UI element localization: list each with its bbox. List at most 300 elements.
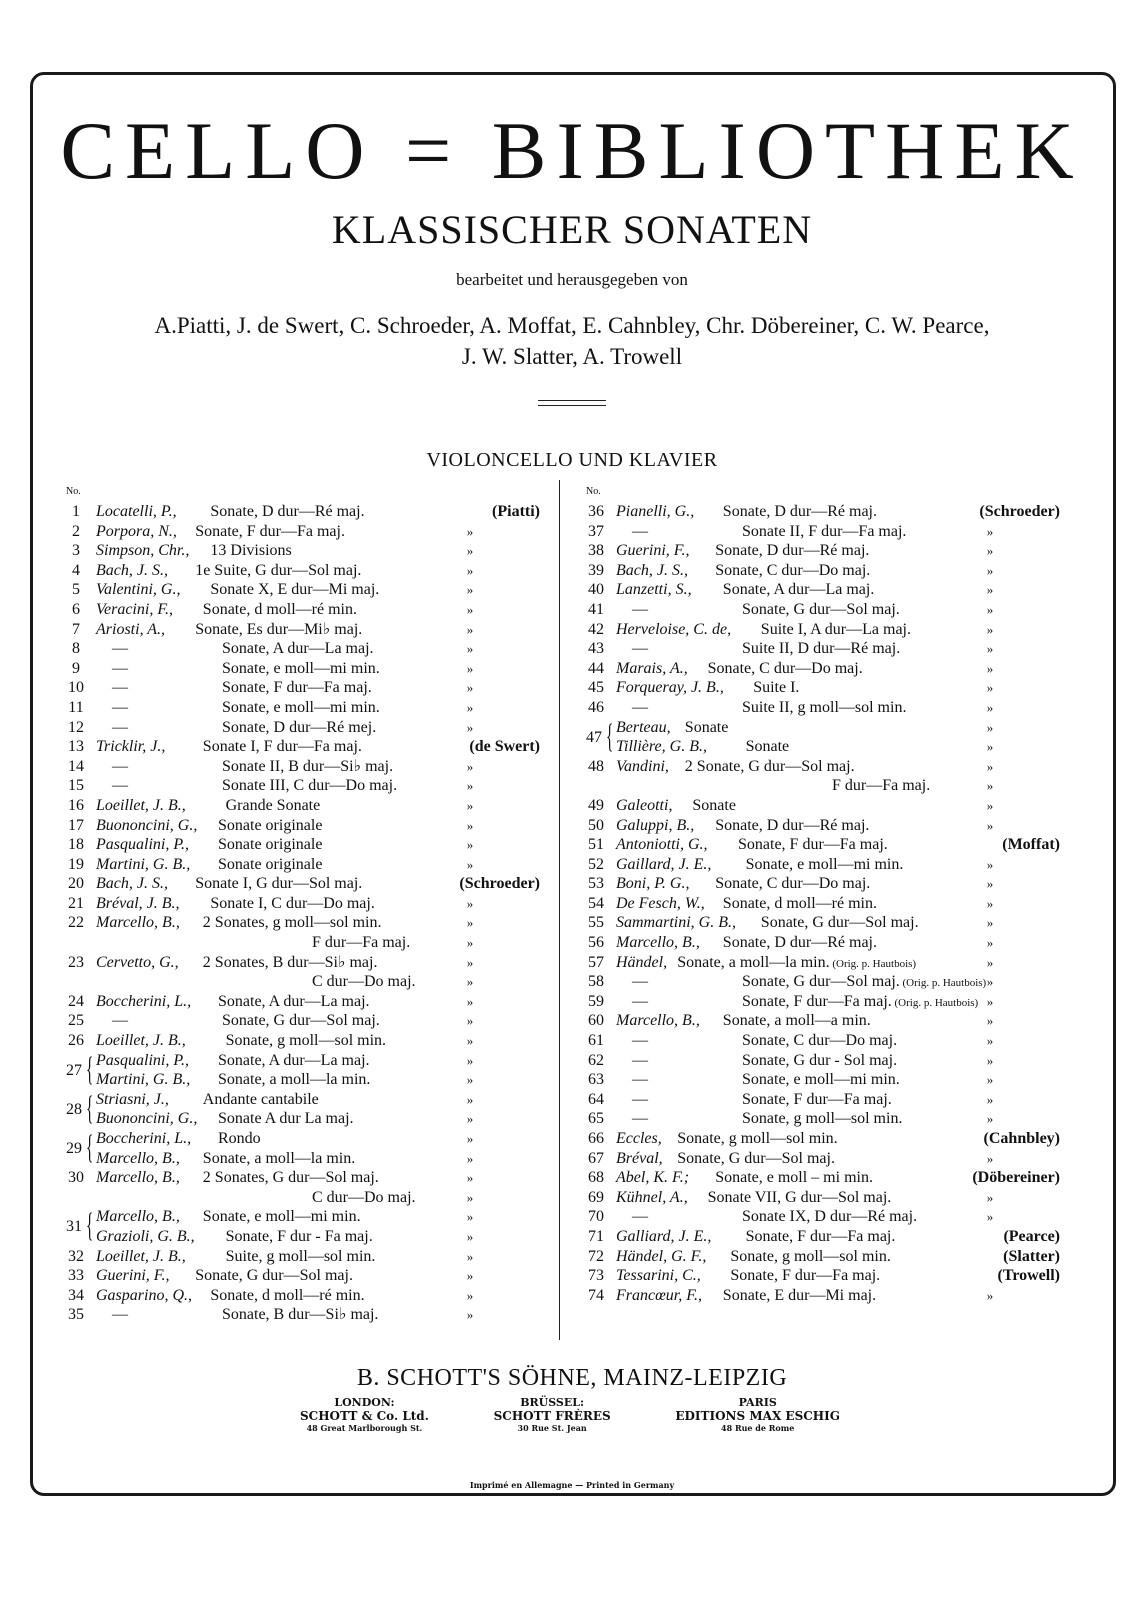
- work-title: Sonate I, F dur—Fa maj.: [202, 738, 362, 756]
- ditto-mark: »: [466, 895, 474, 911]
- editor-name: (Pearce): [1003, 1227, 1060, 1245]
- composer-name: Herveloise, C. de,: [616, 620, 732, 638]
- ditto-mark: »: [986, 993, 994, 1009]
- brace-icon: {: [86, 1129, 94, 1166]
- work-title: Sonate, E dur—Mi maj.: [722, 1286, 877, 1304]
- entry-number: 47: [586, 728, 602, 746]
- ditto-mark: »: [466, 1131, 474, 1146]
- catalog-entry: [62, 620, 540, 640]
- ditto-mark: »: [986, 876, 994, 892]
- catalog-entry: [62, 1109, 540, 1129]
- composer-name: Marcello, B.,: [616, 934, 700, 952]
- ditto-mark: »: [466, 1228, 474, 1244]
- catalog-entry: [62, 1286, 540, 1306]
- ditto-mark: »: [986, 1052, 994, 1068]
- catalog-entry: [582, 1207, 1060, 1227]
- work-title: Sonate, g moll—sol min.: [742, 1110, 903, 1128]
- composer-name: Händel, G. F.,: [616, 1247, 707, 1265]
- composer-name: Bach, J. S.,: [96, 875, 168, 893]
- ditto-mark: »: [466, 1033, 474, 1049]
- catalog-entry: [582, 580, 1060, 600]
- catalog-entry: [62, 698, 540, 718]
- ditto-mark: »: [986, 1091, 994, 1107]
- entry-number: 67: [588, 1149, 604, 1167]
- composer-name: Locatelli, P.,: [96, 503, 177, 520]
- entry-number: 23: [68, 953, 84, 971]
- entry-number: 7: [72, 620, 80, 638]
- catalog-entry: [62, 561, 540, 581]
- composer-name: —: [632, 698, 648, 716]
- publisher-branches: [300, 1396, 840, 1433]
- work-title: Sonate, e moll—mi min.: [222, 659, 380, 677]
- catalog-entry: [582, 1227, 1060, 1247]
- catalog-entry: [582, 913, 1060, 933]
- composer-name: Buononcini, G.,: [96, 1110, 198, 1128]
- original-instrument-note: (Orig. p. Hautbois): [899, 977, 987, 990]
- work-title: Sonate, F dur—Fa maj.: [195, 522, 345, 540]
- entry-number: 28: [66, 1100, 82, 1118]
- ditto-mark: »: [986, 543, 994, 559]
- branch-firm: SCHOTT & Co. Ltd.: [300, 1409, 429, 1423]
- composer-name: Pasqualini, P.,: [96, 836, 190, 854]
- ditto-mark: »: [466, 1209, 474, 1225]
- work-title: Sonate, D dur—Ré maj.: [210, 503, 365, 520]
- composer-name: Buononcini, G.,: [96, 816, 198, 834]
- editor-name: (Cahnbley): [983, 1130, 1060, 1147]
- work-title: Sonate, d moll—ré min.: [722, 894, 877, 912]
- ditto-mark: »: [466, 935, 474, 951]
- work-title: Sonate, F dur—Fa maj.: [738, 836, 888, 854]
- entry-number: 6: [72, 600, 80, 618]
- work-title: Rondo: [218, 1130, 261, 1147]
- catalog-entry: [62, 855, 540, 875]
- composer-name: Eccles,: [616, 1130, 662, 1147]
- entry-number: 34: [68, 1286, 84, 1304]
- entry-number: 48: [588, 757, 604, 775]
- entry-number: 21: [68, 894, 84, 912]
- work-title: Sonate, e moll—mi min.: [202, 1208, 361, 1226]
- printed-in-note: Imprimé en Allemagne — Printed in Germany: [469, 1480, 675, 1490]
- section-heading: VIOLONCELLO UND KLAVIER: [426, 449, 718, 471]
- ditto-mark: »: [466, 993, 474, 1009]
- work-title: Sonate, F dur—Fa maj.: [222, 679, 372, 697]
- composer-name: Striasni, J.,: [96, 1090, 169, 1108]
- entry-number: 46: [588, 698, 604, 716]
- entry-number: 20: [68, 875, 84, 893]
- composer-name: —: [112, 659, 128, 677]
- work-title: 1e Suite, G dur—Sol maj.: [195, 561, 362, 579]
- composer-name: Marcello, B.,: [96, 1208, 180, 1226]
- work-title: Sonate: [745, 738, 790, 756]
- branch-city: PARIS: [738, 1396, 777, 1409]
- entry-number: 4: [72, 561, 80, 579]
- catalog-entry: [582, 855, 1060, 875]
- composer-name: Galuppi, B.,: [616, 816, 695, 834]
- entry-number: 55: [588, 914, 604, 932]
- composer-name: Vandini,: [616, 757, 669, 775]
- composer-name: Antoniotti, G.,: [616, 836, 708, 854]
- composer-name: Martini, G. B.,: [96, 1071, 191, 1089]
- work-title: Suite II, D dur—Ré maj.: [742, 640, 901, 658]
- work-title: Sonate, G dur—Sol maj.: [742, 600, 900, 618]
- catalog-entry: [62, 678, 540, 698]
- entry-number: 37: [588, 522, 604, 540]
- ditto-mark: »: [466, 1248, 474, 1264]
- composer-name: —: [632, 522, 648, 540]
- work-title: Sonate, C dur—Do maj.: [715, 561, 871, 579]
- entry-number: 32: [68, 1247, 84, 1265]
- work-title: Sonate VII, G dur—Sol maj.: [707, 1188, 892, 1206]
- catalog-entry: [582, 639, 1060, 659]
- catalog-entry: [582, 1149, 1060, 1169]
- catalog-entry: [582, 1188, 1060, 1208]
- catalog-entry: [582, 659, 1060, 679]
- ditto-mark: »: [466, 1052, 474, 1068]
- entry-number: 72: [588, 1247, 604, 1265]
- ditto-mark: »: [986, 641, 994, 657]
- catalog-entry: [62, 1168, 540, 1188]
- ditto-mark: »: [986, 954, 994, 970]
- original-instrument-note: (Orig. p. Hautbois): [891, 996, 979, 1009]
- editor-name: (Trowell): [997, 1267, 1060, 1285]
- ditto-mark: »: [466, 837, 474, 853]
- ditto-mark: »: [986, 719, 994, 735]
- catalog-entry: [582, 1129, 1060, 1149]
- catalog-entry: [582, 933, 1060, 953]
- decorative-rule: [538, 400, 606, 406]
- editors-line-2: J. W. Slatter, A. Trowell: [461, 344, 683, 369]
- ditto-mark: »: [986, 817, 994, 833]
- composer-name: Marcello, B.,: [96, 914, 180, 932]
- composer-name: —: [112, 777, 128, 795]
- composer-name: Simpson, Chr.,: [96, 542, 190, 560]
- composer-name: —: [632, 973, 648, 991]
- entry-number: 24: [68, 992, 84, 1010]
- work-title: Suite, g moll—sol min.: [225, 1247, 376, 1265]
- entry-number: 56: [588, 934, 604, 952]
- entry-number: 68: [588, 1169, 604, 1187]
- ditto-mark: »: [986, 1111, 994, 1127]
- entry-number: 3: [72, 542, 80, 560]
- catalog-entry: [62, 757, 540, 777]
- work-title: Sonate, A dur—La maj.: [722, 581, 875, 599]
- work-title: Sonate II, F dur—Fa maj.: [742, 522, 907, 540]
- catalog-entry: [582, 1070, 1060, 1090]
- entry-number: 26: [68, 1032, 84, 1050]
- composer-name: Marais, A.,: [616, 659, 688, 677]
- catalog-entry: [582, 698, 1060, 718]
- work-title: Sonate, G dur—Sol maj.: [195, 1267, 353, 1285]
- catalog-entry: [582, 816, 1060, 836]
- composer-name: Tessarini, C.,: [616, 1267, 701, 1285]
- composer-name: Tillière, G. B.,: [616, 738, 707, 756]
- entry-number: 15: [68, 777, 84, 795]
- catalog-entry: [62, 972, 540, 992]
- catalog-entry: [582, 894, 1060, 914]
- work-title: Sonate, Es dur—Mi♭ maj.: [195, 620, 363, 638]
- entry-number: 22: [68, 914, 84, 932]
- composer-name: Marcello, B.,: [96, 1149, 180, 1167]
- entry-number: 59: [588, 992, 604, 1010]
- branch-firm: SCHOTT FRÈRES: [493, 1409, 611, 1423]
- composer-name: Boccherini, L.,: [96, 992, 192, 1010]
- composer-name: Bréval, J. B.,: [96, 894, 180, 912]
- composer-name: —: [632, 1110, 648, 1128]
- entry-number: 40: [588, 581, 604, 599]
- work-title: Grande Sonate: [225, 796, 321, 814]
- catalog-entry: [62, 522, 540, 542]
- ditto-mark: »: [466, 1111, 474, 1127]
- catalog-entry: [582, 1109, 1060, 1129]
- composer-name: Bach, J. S.,: [96, 561, 168, 579]
- ditto-mark: »: [986, 1189, 994, 1205]
- catalog-entry: [582, 776, 1060, 796]
- catalog-entry: [62, 541, 540, 561]
- work-title: Sonate, F dur—Fa maj.: [730, 1267, 881, 1285]
- ditto-mark: »: [986, 1072, 994, 1088]
- ditto-mark: »: [466, 1287, 474, 1303]
- composer-name: Sammartini, G. B.,: [616, 914, 736, 932]
- composer-name: Guerini, F.,: [616, 542, 690, 560]
- work-title: F dur—Fa maj.: [312, 934, 411, 952]
- ditto-mark: »: [466, 641, 474, 657]
- work-title: Sonate, G dur—Sol maj.: [760, 914, 919, 932]
- entry-number: 38: [588, 542, 604, 560]
- catalog-entry: [62, 1247, 540, 1267]
- work-title: Sonate, A dur—La maj.: [218, 1051, 370, 1069]
- entry-number: 45: [588, 679, 604, 697]
- work-title: Sonate X, E dur—Mi maj.: [210, 581, 380, 599]
- number-column-header: No.: [66, 486, 81, 497]
- entry-number: 70: [588, 1208, 604, 1226]
- branch-address: 48 Great Marlborough St.: [306, 1423, 423, 1433]
- work-title: Sonate originale: [218, 836, 323, 854]
- catalog-entry: [582, 796, 1060, 816]
- composer-name: Tricklir, J.,: [96, 738, 166, 756]
- ditto-mark: »: [986, 895, 994, 911]
- work-title: Suite I.: [753, 679, 800, 697]
- composer-name: —: [112, 640, 128, 658]
- composer-name: —: [632, 1071, 648, 1089]
- composer-name: —: [112, 1012, 128, 1030]
- ditto-mark: »: [986, 1209, 994, 1225]
- entry-number: 52: [588, 855, 604, 873]
- work-title: Sonate A dur La maj.: [218, 1110, 354, 1128]
- work-title: Sonate, d moll—ré min.: [202, 600, 357, 618]
- work-title: Sonate, g moll—sol min.: [677, 1130, 838, 1147]
- ditto-mark: »: [466, 915, 474, 931]
- catalog-entry: [582, 600, 1060, 620]
- branch-city: BRÜSSEL:: [520, 1396, 585, 1409]
- entry-number: 49: [588, 796, 604, 814]
- work-title: 2 Sonate, G dur—Sol maj.: [684, 757, 855, 775]
- ditto-mark: »: [466, 797, 474, 813]
- entry-number: 39: [588, 561, 604, 579]
- ditto-mark: »: [986, 856, 994, 872]
- composer-name: Grazioli, G. B.,: [96, 1227, 195, 1245]
- catalog-entry: [62, 1031, 540, 1051]
- ditto-mark: »: [466, 719, 474, 735]
- work-title: Sonate originale: [218, 855, 323, 873]
- column-divider: [559, 480, 560, 1340]
- catalog-entry: [62, 1227, 540, 1247]
- work-title: C dur—Do maj.: [312, 973, 416, 991]
- entry-number: 27: [66, 1061, 82, 1079]
- editors-list: [40, 310, 1104, 372]
- catalog-entry: [582, 620, 1060, 640]
- composer-name: Gaillard, J. E.,: [616, 855, 712, 873]
- catalog-entry: [62, 894, 540, 914]
- entry-number: 36: [588, 503, 604, 520]
- composer-name: Boni, P. G.,: [616, 875, 690, 893]
- composer-name: Pianelli, G.,: [616, 503, 695, 520]
- work-title: Sonate, D dur—Ré maj.: [715, 816, 870, 834]
- catalog-entry: [582, 737, 1060, 757]
- editor-name: (Schroeder): [979, 503, 1060, 520]
- ditto-mark: »: [466, 954, 474, 970]
- original-instrument-note: (Orig. p. Hautbois): [829, 957, 917, 970]
- composer-name: Forqueray, J. B.,: [616, 679, 724, 697]
- ditto-mark: »: [466, 1013, 474, 1029]
- catalog-entry: [582, 1031, 1060, 1051]
- catalog-entry: [62, 600, 540, 620]
- composer-name: Boccherini, L.,: [96, 1130, 192, 1147]
- composer-name: Händel,: [616, 953, 668, 971]
- entry-number: 31: [66, 1218, 82, 1236]
- editor-name: (Schroeder): [459, 875, 540, 893]
- ditto-mark: »: [466, 562, 474, 578]
- entry-number: 1: [72, 503, 80, 520]
- ditto-mark: »: [986, 778, 994, 794]
- catalog-column-right: [582, 482, 1060, 1305]
- catalog-entry: [62, 874, 540, 894]
- composer-name: Martini, G. B.,: [96, 855, 191, 873]
- composer-name: Kühnel, A.,: [616, 1188, 688, 1206]
- entry-number: 51: [588, 836, 604, 854]
- composer-name: —: [112, 757, 128, 775]
- catalog-entry: [582, 1090, 1060, 1110]
- composer-name: De Fesch, W.,: [616, 894, 705, 912]
- brace-icon: {: [86, 1050, 94, 1088]
- work-title: Sonate, G dur—Sol maj.: [677, 1149, 835, 1167]
- catalog-entry: [62, 776, 540, 796]
- work-title: Sonate, a moll—la min.: [202, 1149, 356, 1167]
- work-title: Sonate, e moll—mi min.: [745, 855, 904, 873]
- catalog-entry: [62, 718, 540, 738]
- branch-paris: [675, 1396, 840, 1433]
- composer-name: Lanzetti, S.,: [616, 581, 692, 599]
- ditto-mark: »: [466, 1268, 474, 1284]
- publisher-name: B. SCHOTT'S SÖHNE, MAINZ-LEIPZIG: [356, 1365, 788, 1391]
- composer-name: Marcello, B.,: [96, 1169, 180, 1187]
- composer-name: —: [112, 679, 128, 697]
- composer-name: Valentini, G.,: [96, 581, 181, 599]
- ditto-mark: »: [986, 680, 994, 696]
- composer-name: Pasqualini, P.,: [96, 1051, 190, 1069]
- entry-number: 17: [68, 816, 84, 834]
- work-title: Sonate, g moll—sol min.: [225, 1032, 387, 1050]
- catalog-entry: [62, 992, 540, 1012]
- entry-number: 29: [66, 1140, 82, 1157]
- ditto-mark: »: [986, 582, 994, 598]
- editor-name: (Döbereiner): [972, 1169, 1060, 1187]
- composer-name: —: [632, 1208, 648, 1226]
- work-title: Sonate I, G dur—Sol maj.: [195, 875, 363, 893]
- page-subtitle: KLASSISCHER SONATEN: [331, 207, 813, 252]
- entry-number: 5: [72, 581, 80, 599]
- catalog-entry: [582, 835, 1060, 855]
- ditto-mark: »: [986, 739, 994, 755]
- work-title: Sonate, e moll—mi min.: [222, 698, 380, 716]
- catalog-entry: [582, 502, 1060, 522]
- composer-name: Galliard, J. E.,: [616, 1227, 712, 1245]
- catalog-entry: [582, 541, 1060, 561]
- catalog-entry: [62, 796, 540, 816]
- work-title: Sonate, g moll—sol min.: [730, 1247, 891, 1265]
- ditto-mark: »: [986, 699, 994, 715]
- editor-name: (Moffat): [1002, 836, 1060, 854]
- catalog-entry: [582, 522, 1060, 542]
- work-title: Sonate: [684, 718, 729, 736]
- ditto-mark: »: [466, 523, 474, 539]
- page-title: CELLO = BIBLIOTHEK: [60, 105, 1084, 196]
- entry-number: 25: [68, 1012, 84, 1030]
- entry-number: 69: [588, 1188, 604, 1206]
- work-title: Andante cantabile: [202, 1090, 319, 1108]
- entry-number: 12: [68, 718, 84, 736]
- entry-number: 58: [588, 973, 604, 991]
- entry-number: 50: [588, 816, 604, 834]
- catalog-entry: [582, 874, 1060, 894]
- ditto-mark: »: [466, 1072, 474, 1088]
- entry-number: 41: [588, 600, 604, 618]
- entry-number: 11: [68, 698, 84, 716]
- catalog-entry: [62, 1070, 540, 1090]
- work-title: Suite II, g moll—sol min.: [742, 698, 907, 716]
- composer-name: Marcello, B.,: [616, 1012, 700, 1030]
- composer-name: —: [632, 1090, 648, 1108]
- catalog-entry: [62, 639, 540, 659]
- ditto-mark: »: [466, 1307, 474, 1323]
- ditto-mark: »: [986, 1033, 994, 1049]
- composer-name: Porpora, N.,: [96, 522, 177, 540]
- catalog-entry: [582, 678, 1060, 698]
- catalog-entry: [582, 1286, 1060, 1306]
- composer-name: Guerini, F.,: [96, 1267, 170, 1285]
- composer-name: —: [632, 992, 648, 1010]
- entry-number: 63: [588, 1071, 604, 1089]
- work-title: Sonate, G dur—Sol maj.: [222, 1012, 380, 1030]
- work-title: Sonate IX, D dur—Ré maj.: [742, 1208, 918, 1226]
- catalog-entry: [62, 835, 540, 855]
- ditto-mark: »: [466, 680, 474, 696]
- work-title: Sonate, e moll—mi min.: [742, 1071, 900, 1089]
- editor-name: (Piatti): [492, 503, 540, 520]
- catalog-entry: [62, 1011, 540, 1031]
- ditto-mark: »: [466, 699, 474, 715]
- work-title: 13 Divisions: [210, 542, 292, 560]
- branch-address: 48 Rue de Rome: [721, 1423, 795, 1433]
- work-title: Sonate, C dur—Do maj.: [707, 659, 863, 677]
- ditto-mark: »: [466, 778, 474, 794]
- composer-name: —: [632, 1051, 648, 1069]
- catalog-entry: [62, 580, 540, 600]
- catalog-entry: [62, 737, 540, 757]
- composer-name: —: [112, 718, 128, 736]
- work-title: Sonate, D dur—Ré mej.: [222, 718, 377, 736]
- entry-number: 2: [72, 522, 80, 540]
- work-title: Sonate I, C dur—Do maj.: [210, 894, 375, 912]
